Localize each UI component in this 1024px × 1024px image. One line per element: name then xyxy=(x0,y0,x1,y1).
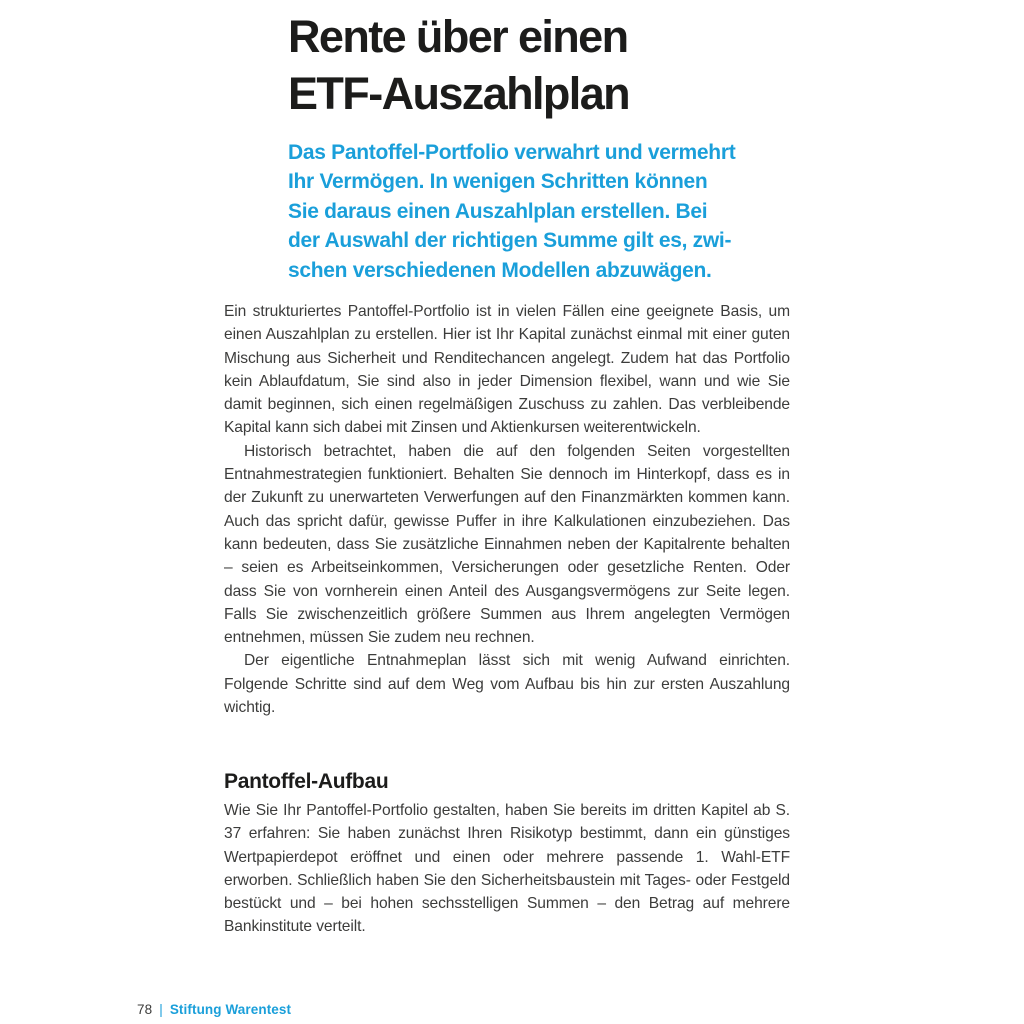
footer-publisher: Stiftung Warentest xyxy=(169,1002,292,1017)
page-footer xyxy=(137,1002,291,1017)
lead-line: Sie daraus einen Auszahlplan erstellen. Bei xyxy=(288,199,708,223)
page-title-line-2: ETF-Auszahlplan xyxy=(288,68,630,119)
body-text-column xyxy=(224,300,790,719)
page-title xyxy=(288,8,629,122)
lead-line: schen verschiedenen Modellen abzuwägen. xyxy=(288,258,712,282)
lead-paragraph xyxy=(288,138,735,285)
section-paragraph: Wie Sie Ihr Pantoffel-Portfolio gestalten, haben Sie bereits im dritten Kapitel ab S. 37 erfahren: Sie haben zunächst Ihren Risikotyp bestimmt, dann ein günstiges Wertpapierdepot eröffnet und einen oder mehrere passende 1. Wahl-ETF erworben. Schließlich haben Sie den Sicherheitsbaustein mit Tages- oder Festgeld bestückt und – bei hohen sechsstelligen Summen – den Betrag auf mehrere Bankinstitute verteilt. xyxy=(224,802,790,936)
section-pantoffel-aufbau xyxy=(224,770,790,939)
lead-line: Das Pantoffel-Portfolio verwahrt und vermehrt xyxy=(288,141,736,164)
footer-page-number: 78 xyxy=(137,1002,153,1017)
lead-line: Ihr Vermögen. In wenigen Schritten können xyxy=(288,170,708,194)
body-paragraph: Historisch betrachtet, haben die auf den folgenden Seiten vorgestellten Entnahmestrategien funktioniert. Behalten Sie dennoch im Hinterkopf, dass es in der Zukunft zu unerwarteten Verwerfungen auf den Finanzmärkten kommen kann. Auch das spricht dafür, gewisse Puffer in ihre Kalkulationen einzubeziehen. Das kann bedeuten, dass Sie zusätzliche Einnahmen neben der Kapitalrente behalten – seien es Arbeitseinkommen, Versicherungen oder gesetzliche Renten. Oder dass Sie von vornherein einen Anteil des Ausgangsvermögens zur Seite legen. Falls Sie zwischenzeitlich größere Summen aus Ihrem angelegten Vermögen entnehmen, müssen Sie zudem neu rechnen. xyxy=(224,442,790,647)
section-heading: Pantoffel-Aufbau xyxy=(224,770,389,793)
footer-separator: | xyxy=(159,1002,163,1017)
body-paragraph: Ein strukturiertes Pantoffel-Portfolio ist in vielen Fällen eine geeignete Basis, um einen Auszahlplan zu erstellen. Hier ist Ihr Kapital zunächst einmal mit einer guten Mischung aus Sicherheit und Renditechancen angelegt. Zudem hat das Portfolio kein Ablaufdatum, Sie sind also in jeder Dimension flexibel, wann und wie Sie damit beginnen, sich einen regelmäßigen Zuschuss zu zahlen. Das verbleibende Kapital kann sich dabei mit Zinsen und Aktienkursen weiterentwickeln. xyxy=(224,303,790,437)
lead-line: der Auswahl der richtigen Summe gilt es, zwi- xyxy=(288,229,732,253)
body-paragraph: Der eigentliche Entnahmeplan lässt sich mit wenig Aufwand einrichten. Folgende Schritte sind auf dem Weg vom Aufbau bis hin zur ersten Auszahlung wichtig. xyxy=(224,652,790,717)
page-title-line-1: Rente über einen xyxy=(288,11,628,62)
